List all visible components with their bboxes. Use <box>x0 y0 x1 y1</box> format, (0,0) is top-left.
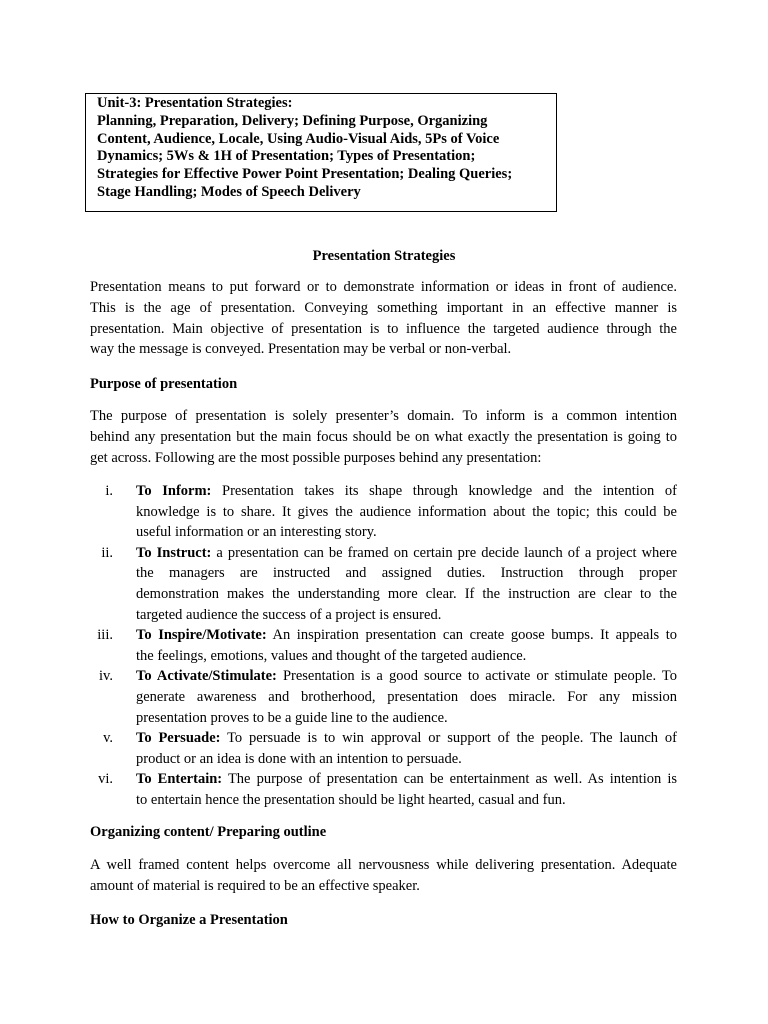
unit-box-line: Strategies for Effective Power Point Presentation; Dealing Queries; <box>97 166 513 183</box>
list-text: The purpose of presentation can be entertainment as well. As intention is <box>227 771 677 788</box>
list-item <box>90 666 677 728</box>
list-term: To Persuade: <box>136 730 221 747</box>
intro-paragraph <box>90 277 677 360</box>
organizing-paragraph <box>90 855 677 897</box>
unit-box-line: Content, Audience, Locale, Using Audio-Visual Aids, 5Ps of Voice <box>97 130 500 147</box>
paragraph-line: presentation. Main objective of presentation is to influence the targeted audience through the <box>90 320 677 337</box>
list-text: to entertain hence the presentation should be light hearted, casual and fun. <box>136 791 566 808</box>
list-term: To Activate/Stimulate: <box>136 668 277 685</box>
paragraph-line: Presentation means to put forward or to demonstrate information or ideas in front of audience. <box>90 279 677 295</box>
list-text: knowledge is to share. It gives the audience information about the topic; this could be <box>136 503 677 520</box>
unit-box-line: Unit-3: Presentation Strategies: <box>97 95 293 111</box>
section-heading-how-to: How to Organize a Presentation <box>90 912 288 928</box>
list-item <box>90 769 677 810</box>
list-text: useful information or an interesting story. <box>136 524 377 541</box>
unit-box-line: Dynamics; 5Ws & 1H of Presentation; Types of Presentation; <box>97 148 476 165</box>
list-item <box>90 481 677 543</box>
paragraph-line: The purpose of presentation is solely presenter’s domain. To inform is a common intention <box>90 408 677 424</box>
paragraph-line: get across. Following are the most possible purposes behind any presentation: <box>90 449 542 466</box>
paragraph-line: A well framed content helps overcome all nervousness while delivering presentation. Adequate <box>90 857 677 873</box>
list-text: a presentation can be framed on certain pre decide launch of a project where <box>216 544 677 561</box>
list-number: ii. <box>101 544 113 561</box>
paragraph-line: way the message is conveyed. Presentation may be verbal or non-verbal. <box>90 341 512 358</box>
list-text: Presentation takes its shape through knowledge and the intention of <box>222 483 678 499</box>
section-heading-purpose: Purpose of presentation <box>90 376 238 392</box>
paragraph-line: behind any presentation but the main focus should be on what exactly the presentation is going to <box>90 428 677 445</box>
purpose-list <box>90 481 677 811</box>
list-number: iii. <box>97 627 113 644</box>
list-term: To Inform: <box>136 483 212 499</box>
list-text: generate awareness and brotherhood, presentation does miracle. For any mission <box>136 688 677 705</box>
list-item <box>90 728 677 769</box>
list-text: presentation proves to be a guide line to the audience. <box>136 709 448 726</box>
paragraph-line: amount of material is required to be an effective speaker. <box>90 877 420 894</box>
page-title: Presentation Strategies <box>312 248 456 264</box>
list-text: demonstration makes the understanding more clear. If the instruction are clear to the <box>136 585 677 602</box>
purpose-paragraph <box>90 406 677 468</box>
list-number: i. <box>105 483 113 499</box>
list-text: product or an idea is done with an intention to persuade. <box>136 750 462 767</box>
list-number: vi. <box>98 771 113 788</box>
unit-summary-box <box>85 93 557 212</box>
list-term: To Entertain: <box>136 771 223 788</box>
list-text: Presentation is a good source to activate or stimulate people. To <box>282 668 677 685</box>
list-text: An inspiration presentation can create goose bumps. It appeals to <box>272 627 677 644</box>
list-number: iv. <box>99 668 113 685</box>
list-text: the feelings, emotions, values and thought of the targeted audience. <box>136 647 527 664</box>
unit-box-line: Planning, Preparation, Delivery; Defining Purpose, Organizing <box>97 112 488 129</box>
list-text: targeted audience the success of a project is ensured. <box>136 606 442 623</box>
list-item <box>90 625 677 666</box>
list-text: the managers are instructed and assigned duties. Instruction through proper <box>136 565 677 582</box>
paragraph-line: This is the age of presentation. Conveying something important in an effective manner is <box>90 299 677 316</box>
list-item <box>90 543 677 625</box>
list-number: v. <box>103 730 113 747</box>
list-term: To Inspire/Motivate: <box>136 627 267 644</box>
section-heading-organizing: Organizing content/ Preparing outline <box>90 824 327 840</box>
unit-box-line: Stage Handling; Modes of Speech Delivery <box>97 183 361 200</box>
list-term: To Instruct: <box>136 544 212 561</box>
list-text: To persuade is to win approval or support of the people. The launch of <box>227 730 677 747</box>
